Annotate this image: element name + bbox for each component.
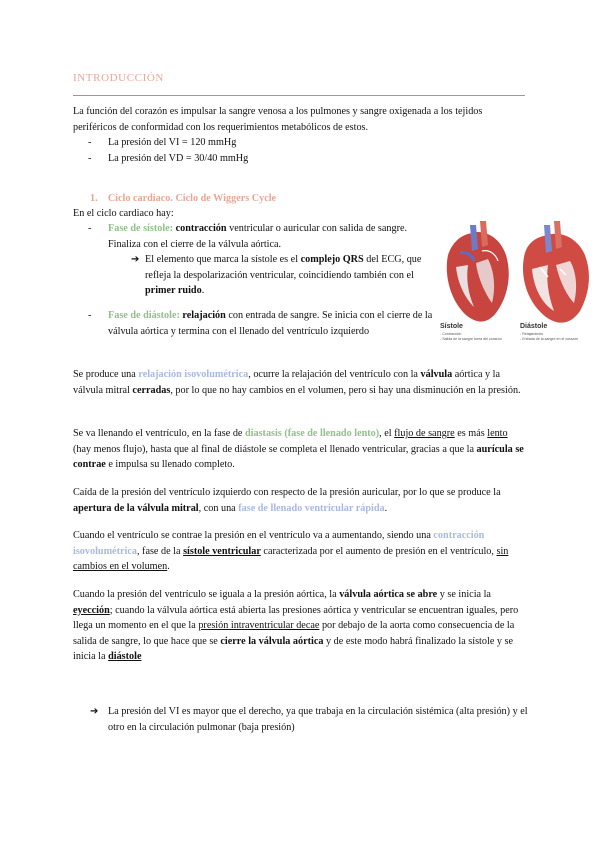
heart-diastole-illustration [523, 221, 589, 323]
systole-caption: - Salida de la sangre fuera del corazón [440, 337, 502, 341]
systole-caption: - Contracción [440, 332, 462, 336]
arrow-icon: ➔ [131, 254, 140, 266]
section-lead: En el ciclo cardiaco hay: [73, 208, 174, 219]
arrow-icon: ➔ [90, 706, 99, 717]
systole-label: Sístole [440, 323, 463, 330]
paragraph-eyeccion: Cuando la presión del ventrículo se iguala a la presión aórtica, la válvula aórtica se abre y se inicia la eyección; cuando la válvula aórtica está abierta las presiones aórtica y ventricular se encuentran iguales, pero llega un momento en el que la presión intraventricular decae por debajo de la aorta como consecuencia de la salida de sangre, lo que hace que se cierre la válvula aórtica y de este modo habrá finalizado la sístole y se inicia la diástole [73, 589, 519, 663]
diastole-caption: - Entrada de la sangre en el corazón [520, 337, 579, 341]
section-title: 1. Ciclo cardiaco. Ciclo de Wiggers Cycle [90, 193, 277, 204]
heart-systole-illustration [447, 221, 509, 322]
list-item-diastole: - Fase de diástole: relajación con entrada de sangre. Se inicia con el cierre de la válvula aórtica y termina con el llenado del ventrículo izquierdo [88, 310, 433, 337]
paragraph-apertura-mitral: Caída de la presión del ventrículo izquierdo con respecto de la presión auricular, por lo que se produce la apertura de la válvula mitral, con una fase de llenado ventricular rápida. [73, 487, 501, 514]
paragraph-contraccion: Cuando el ventrículo se contrae la presión en el ventrículo va a aumentando, siendo una contracción isovolumétrica, fase de la sístole ventricular caracterizada por el aumento de presión en el ventrículo, sin cambios en el volumen. [73, 530, 509, 573]
section-heading: INTRODUCCIÓN [73, 72, 164, 84]
list-item: - La presión del VD = 30/40 mmHg [88, 152, 249, 164]
list-item-sistole: - Fase de sístole: contracción ventricular o auricular con salida de sangre. Finaliza con el cierre de la válvula aórtica. [88, 223, 408, 250]
list-item: - La presión del VI = 120 mmHg [88, 137, 237, 149]
heart-diagram [436, 215, 594, 350]
note-item: ➔ La presión del VI es mayor que el derecho, ya que trabaja en la circulación sistémica (alta presión) y el otro en la circulación pulmonar (baja presión) [90, 706, 528, 733]
phase-list-diastole [73, 308, 435, 339]
diastole-caption: - Relajamiento [520, 332, 544, 336]
paragraph-diastasis: Se va llenando el ventrículo, en la fase de diastasis (fase de llenado lento), el flujo de sangre es más lento (hay menos flujo), hasta que al final de diástole se completa el llenado ventricular, gracias a que la aurícula se contrae e impulsa su llenado completo. [73, 428, 524, 471]
phase-list [73, 221, 435, 299]
paragraph-relajacion: Se produce una relajación isovolumétrica, ocurre la relajación del ventrículo con la válvula aórtica y la válvula mitral cerradas, por lo que no hay cambios en el volumen, pero si hay una disminución en la presión. [73, 369, 521, 396]
heading-divider [73, 95, 525, 96]
list-subitem-qrs: ➔ El elemento que marca la sístole es el complejo QRS del ECG, que refleja la despolarización ventricular, coincidiendo también con el primer ruido. [131, 254, 422, 297]
intro-paragraph: La función del corazón es impulsar la sangre venosa a los pulmones y sangre oxigenada a los tejidos periféricos de conformidad con los requerimientos metabólicos de estos. [73, 106, 483, 133]
diastole-label: Diástole [520, 323, 548, 330]
intro-block [73, 104, 528, 166]
